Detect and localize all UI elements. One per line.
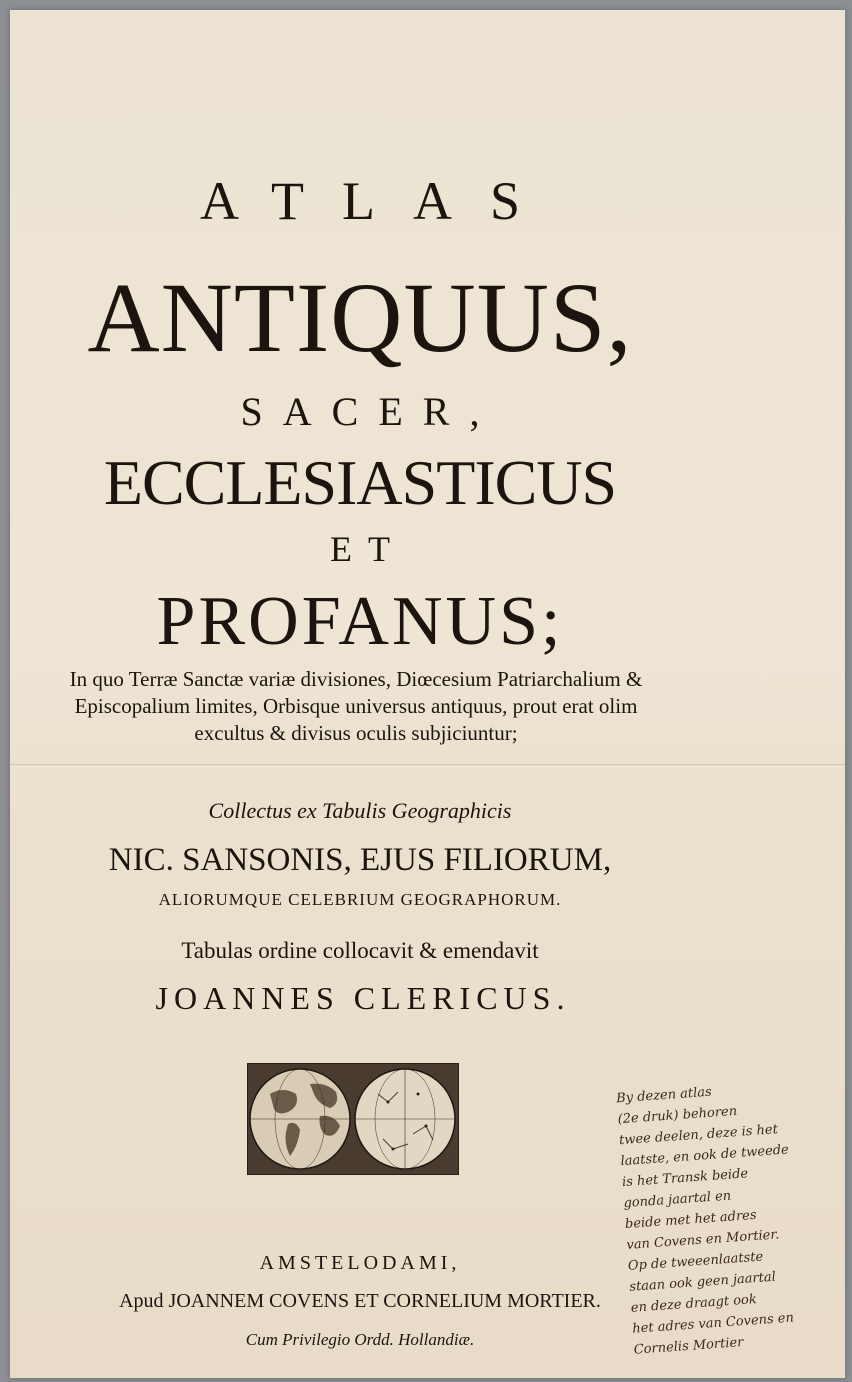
western-hemisphere-icon	[250, 1069, 350, 1169]
note-line: Op de tweeenlaatste	[627, 1249, 764, 1274]
publisher-line: Apud JOANNEM COVENS ET CORNELIUM MORTIER.	[119, 1290, 601, 1312]
place-line: AMSTELODAMI,	[259, 1252, 461, 1274]
note-line: laatste, en ook de tweede	[620, 1142, 790, 1170]
world-hemispheres-vignette	[247, 1063, 459, 1175]
description-paragraph: In quo Terræ Sanctæ variæ divisiones, Diœcesium Patriarchalium & Episcopalium limites, Orbisque universus antiquus, prout erat olim excultus & divisus oculis subjiciuntur;	[69, 667, 643, 745]
handwritten-note	[616, 1072, 852, 1367]
note-line: is het Transk beide	[621, 1166, 749, 1191]
editor-intro-line: Tabulas ordine collocavit & emendavit	[181, 938, 539, 963]
title-antiquus: ANTIQUUS,	[87, 262, 633, 373]
note-line: staan ook geen jaartal	[628, 1269, 777, 1295]
title-page	[10, 10, 845, 1378]
note-line: (2e druk) behoren	[617, 1103, 738, 1128]
note-line: twee deelen, deze is het	[618, 1122, 779, 1149]
note-line: en deze draagt ook	[630, 1292, 758, 1316]
title-profanus: PROFANUS;	[156, 583, 564, 660]
authors-line: NIC. SANSONIS, EJUS FILIORUM,	[108, 842, 612, 878]
note-line: gonda jaartal en	[623, 1188, 732, 1212]
editor-line: JOANNES CLERICUS.	[155, 980, 571, 1016]
note-line: Cornelis Mortier	[633, 1335, 744, 1358]
title-et: ET	[330, 529, 406, 569]
celestial-hemisphere-icon	[355, 1069, 455, 1169]
note-line: beide met het adres	[624, 1207, 758, 1233]
collectus-line: Collectus ex Tabulis Geographicis	[208, 798, 512, 823]
fold-line	[10, 764, 845, 767]
title-atlas: ATLAS	[199, 171, 558, 231]
privilege-line: Cum Privilegio Ordd. Hollandiæ.	[245, 1330, 475, 1349]
note-line: van Covens en Mortier.	[625, 1227, 780, 1253]
title-ecclesiasticus: ECCLESIASTICUS	[103, 447, 617, 518]
title-sacer: SACER,	[240, 389, 500, 434]
authors-sub-line: ALIORUMQUE CELEBRIUM GEOGRAPHORUM.	[158, 890, 562, 909]
note-line: By dezen atlas	[615, 1084, 713, 1107]
note-line: het adres van Covens en	[631, 1310, 795, 1337]
